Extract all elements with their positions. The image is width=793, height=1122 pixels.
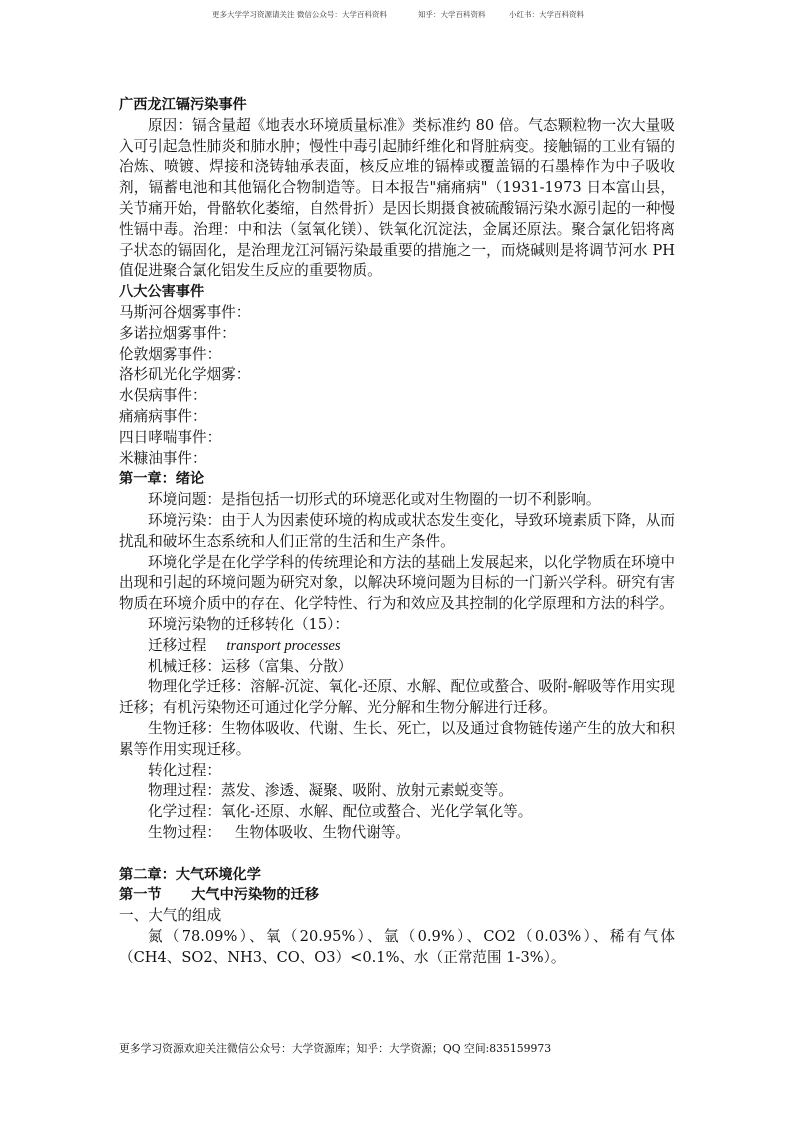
subsection-title: 一、大气的组成 <box>119 907 222 925</box>
ch1-chemical: 化学过程：氧化-还原、水解、配位或螯合、光化学氧化等。 <box>148 803 533 821</box>
chapter2-title: 第二章：大气环境化学 <box>119 866 261 883</box>
list-item: 马斯河谷烟雾事件： <box>119 303 251 321</box>
ch1-bio: 生物迁移：生物体吸收、代谢、生长、死亡，以及通过食物链传递产生的放大和积累等作用实现迁移。 <box>119 719 675 758</box>
list-item: 痛痛病事件： <box>119 407 207 425</box>
ch1-transform: 转化过程： <box>148 761 221 779</box>
chapter1-title: 第一章：绪论 <box>119 471 205 488</box>
header-xiaohongshu: 小红书：大学百科资料 <box>509 10 584 19</box>
ch1-physical: 物理过程：蒸发、渗透、凝聚、吸附、放射元素蜕变等。 <box>148 782 513 800</box>
list-item: 伦敦烟雾事件： <box>119 345 222 363</box>
migration-english: transport processes <box>226 637 341 654</box>
ch1-migration-line <box>119 636 675 657</box>
list-item: 洛杉矶光化学烟雾： <box>119 366 251 384</box>
list-item: 米糠油事件： <box>119 449 207 467</box>
ch1-chemistry: 环境化学是在化学学科的传统理论和方法的基础上发展起来，以化学物质在环境中出现和引起的环境问题为研究对象，以解决环境问题为目标的一门新兴学科。研究有害物质在环境介质中的存在、化学特性、行为和效应及其控制的化学原理和方法的科学。 <box>119 553 675 613</box>
migration-label: 迁移过程 <box>148 636 207 654</box>
section1-title: 第一节 大气中污染物的迁移 <box>119 887 319 904</box>
document-body <box>119 95 675 969</box>
page-footer: 更多学习资源欢迎关注微信公众号：大学资源库；知乎：大学资源；QQ 空间:835159973 <box>119 1042 552 1055</box>
list-item: 水俣病事件： <box>119 387 207 405</box>
atmosphere-composition: 氮（78.09%）、氧（20.95%）、氩（0.9%）、CO2（0.03%）、稀有气体（CH4、SO2、NH3、CO、O3）<0.1%、水（正常范围 1-3%）。 <box>119 928 675 966</box>
ch1-physchem: 物理化学迁移：溶解-沉淀、氧化-还原、水解、配位或螯合、吸附-解吸等作用实现迁移；有机污染物还可通过化学分解、光分解和生物分解进行迁移。 <box>119 678 675 717</box>
longjiang-title: 广西龙江镉污染事件 <box>119 97 247 113</box>
ch1-problem: 环境问题：是指包括一切形式的环境恶化或对生物圈的一切不利影响。 <box>148 491 601 509</box>
list-item: 多诺拉烟雾事件： <box>119 324 236 342</box>
ch1-mechanical: 机械迁移：运移（富集、分散） <box>148 657 353 675</box>
longjiang-body: 原因：镉含量超《地表水环境质量标准》类标准约 80 倍。气态颗粒物一次大量吸入可引起急性肺炎和肺水肿；慢性中毒引起肺纤维化和肾脏病变。接触镉的工业有镉的冶炼、喷镀、焊接和浇铸轴承表面，核反应堆的镉棒或覆盖镉的石墨棒作为中子吸收剂，镉蓄电池和其他镉化合物制造等。日本报告"痛痛病"（1931-1973 日本富山县，关节痛开始，骨骼软化萎缩，自然骨折）是因长期摄食被硫酸镉污染水源引起的一种慢性镉中毒。治理：中和法（氢氧化镁）、铁氧化沉淀法，金属还原法。聚合氯化铝将离子状态的镉固化，是治理龙江河镉污染最重要的措施之一，而烧碱则是将调节河水 PH 值促进聚合氯化铝发生反应的重要物质。 <box>119 116 675 280</box>
ch1-migration-title: 环境污染物的迁移转化（15）： <box>148 615 349 633</box>
list-item: 四日哮喘事件： <box>119 428 222 446</box>
header-wechat: 更多大学学习资源请关注 微信公众号：大学百科资料 <box>212 10 387 19</box>
spacer <box>119 844 675 865</box>
eight-title: 八大公害事件 <box>119 284 205 301</box>
header-zhihu: 知乎：大学百科资料 <box>418 10 486 19</box>
ch1-biological: 生物过程： 生物体吸收、生物代谢等。 <box>148 823 411 841</box>
ch1-pollution: 环境污染：由于人为因素使环境的构成或状态发生变化，导致环境素质下降，从而扰乱和破坏生态系统和人们正常的生活和生产条件。 <box>119 511 675 550</box>
